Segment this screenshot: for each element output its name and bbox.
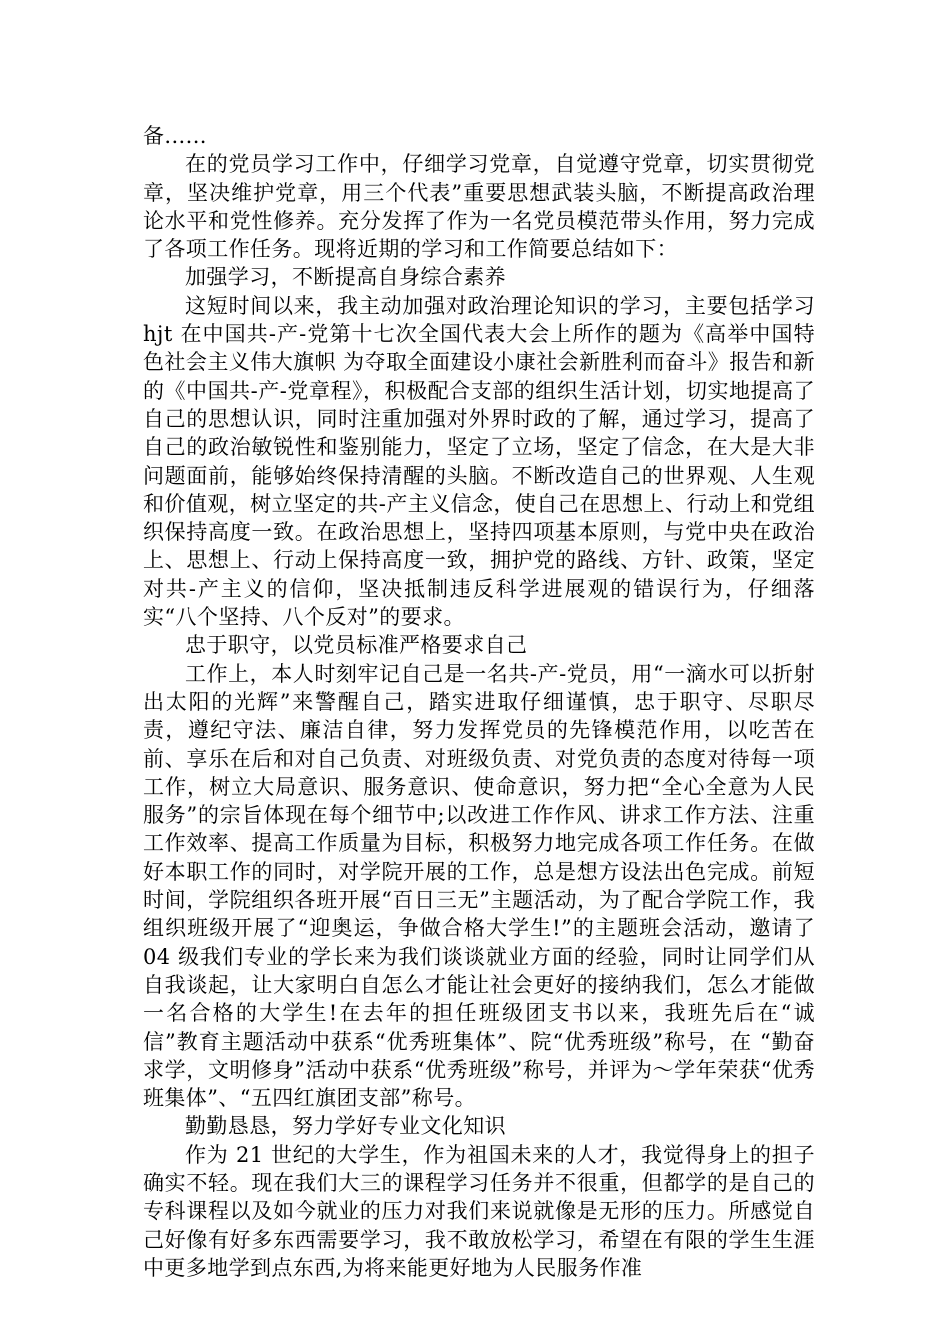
section-heading-knowledge: 勤勤恳恳，努力学好专业文化知识 — [185, 1114, 506, 1139]
paragraph-knowledge: 作为 21 世纪的大学生，作为祖国未来的人才，我觉得身上的担子确实不轻。现在我们大三的课程学习任务并不很重，但都学的是自己的专科课程以及如今就业的压力对我们来说就像是无形的压力。所感觉自己好像有好多东西需要学习，我不敢放松学习，希望在有限的学生生涯中更多地学到点东西,为将来能更好地为人民服务作准 — [143, 1142, 815, 1280]
paragraph-continuation: 备...... — [143, 124, 207, 148]
document-page — [143, 122, 815, 1282]
section-heading-duty: 忠于职守，以党员标准严格要求自己 — [185, 633, 528, 658]
section-heading-study: 加强学习，不断提高自身综合素养 — [185, 265, 506, 290]
paragraph-duty: 工作上，本人时刻牢记自己是一名共-产-党员，用“一滴水可以折射出太阳的光辉”来警醒自己，踏实进取仔细谨慎，忠于职守、尽职尽责，遵纪守法、廉洁自律，努力发挥党员的先锋模范作用，以吃苦在前、享乐在后和对自己负责、对班级负责、对党负责的态度对待每一项工作，树立大局意识、服务意识、使命意识，努力把“全心全意为人民服务”的宗旨体现在每个细节中;以改进工作作风、讲求工作方法、注重工作效率、提高工作质量为目标，积极努力地完成各项工作任务。在做好本职工作的同时，对学院开展的工作，总是想方设法出色完成。前短时间，学院组织各班开展“百日三无”主题活动，为了配合学院工作，我组织班级开展了“迎奥运，争做合格大学生!”的主题班会活动，邀请了 04 级我们专业的学长来为我们谈谈就业方面的经验，同时让同学们从自我谈起，让大家明白自怎么才能让社会更好的接纳我们，怎么才能做一名合格的大学生!在去年的担任班级团支书以来，我班先后在“诚信”教育主题活动中获系“优秀班集体”、院“优秀班级”称号，在 “勤奋求学，文明修身”活动中获系“优秀班级”称号，并评为～学年荣获“优秀班集体”、“五四红旗团支部”称号。 — [143, 661, 815, 1111]
paragraph-study: 这短时间以来，我主动加强对政治理论知识的学习，主要包括学习 hjt 在中国共-产-党第十七次全国代表大会上所作的题为《高举中国特色社会主义伟大旗帜 为夺取全面建设小康社会新胜利而奋斗》报告和新的《中国共-产-党章程》，积极配合支部的组织生活计划，切实地提高了自己的思想认识，同时注重加强对外界时政的了解，通过学习，提高了自己的政治敏锐性和鉴别能力，坚定了立场，坚定了信念，在大是大非问题面前，能够始终保持清醒的头脑。不断改造自己的世界观、人生观和价值观，树立坚定的共-产主义信念，使自己在思想上、行动上和党组织保持高度一致。在政治思想上，坚持四项基本原则，与党中央在政治上、思想上、行动上保持高度一致，拥护党的路线、方针、政策，坚定对共-产主义的信仰，坚决抵制违反科学进展观的错误行为，仔细落实“八个坚持、八个反对”的要求。 — [143, 293, 815, 630]
paragraph-intro: 在的党员学习工作中，仔细学习党章，自觉遵守党章，切实贯彻党章，坚决维护党章，用三个代表”重要思想武装头脑，不断提高政治理论水平和党性修养。充分发挥了作为一名党员模范带头作用，努力完成了各项工作任务。现将近期的学习和工作简要总结如下： — [143, 152, 815, 262]
